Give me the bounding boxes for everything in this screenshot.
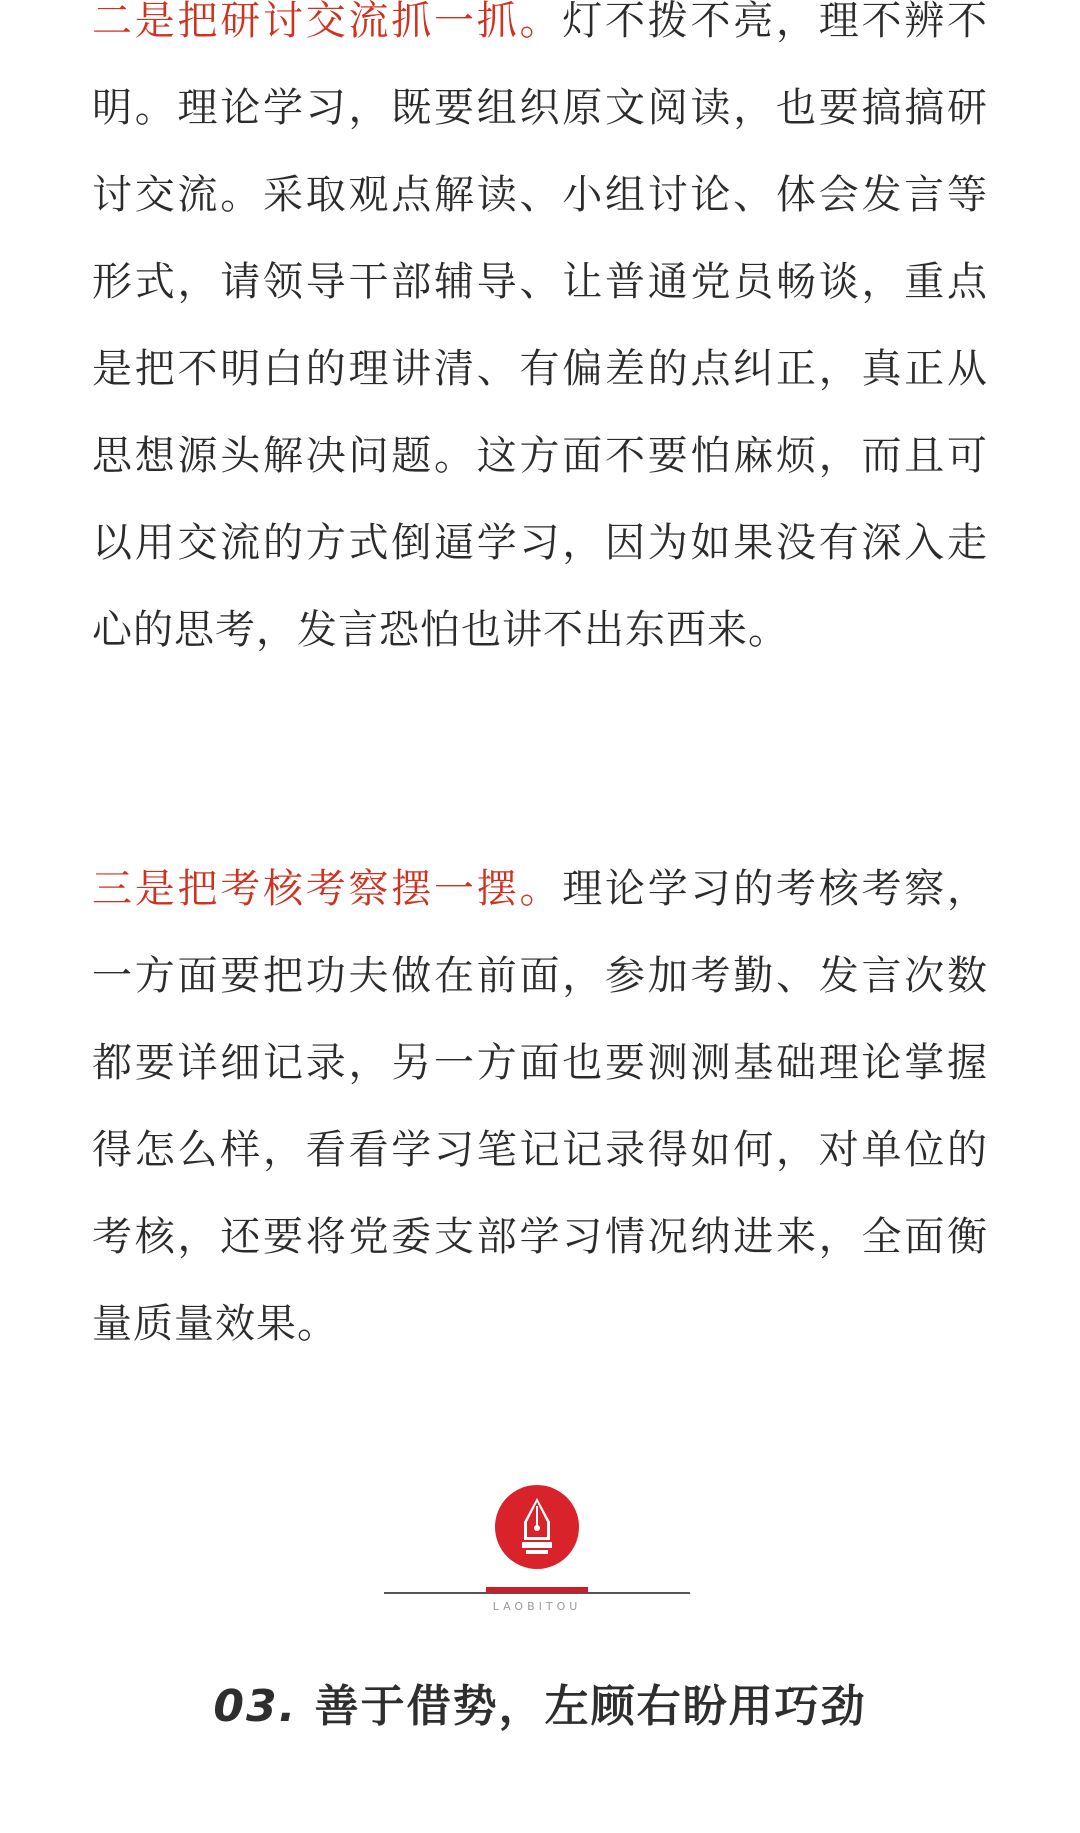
paragraph-lead: 二是把研讨交流抓一抓。 [92, 0, 563, 44]
section-title: 善于借势，左顾右盼用巧劲 [314, 1681, 867, 1732]
pen-nib-icon [494, 1484, 580, 1570]
paragraph-assessment [92, 846, 988, 1368]
paragraph-lead: 三是把考核考察摆一摆。 [92, 866, 563, 912]
paragraph-text: 理论学习的考核考察，一方面要把功夫做在前面，参加考勤、发言次数都要详细记录，另一方面也要测测基础理论掌握得怎么样，看看学习笔记记录得如何，对单位的考核，还要将党委支部学习情况纳进来，全面衡量质量效果。 [92, 866, 988, 1347]
section-heading [0, 1670, 1080, 1734]
logo-caption: LAOBITOU [492, 1600, 582, 1613]
section-number: 03. [213, 1681, 298, 1732]
laobitou-logo [384, 1484, 690, 1616]
paragraph-discussion [92, 0, 988, 674]
logo-accent-bar [486, 1587, 588, 1593]
paragraph-text: 灯不拨不亮，理不辨不明。理论学习，既要组织原文阅读，也要搞搞研讨交流。采取观点解读、小组讨论、体会发言等形式，请领导干部辅导、让普通党员畅谈，重点是把不明白的理讲清、有偏差的点纠正，真正从思想源头解决问题。这方面不要怕麻烦，而且可以用交流的方式倒逼学习，因为如果没有深入走心的思考，发言恐怕也讲不出东西来。 [92, 0, 988, 653]
